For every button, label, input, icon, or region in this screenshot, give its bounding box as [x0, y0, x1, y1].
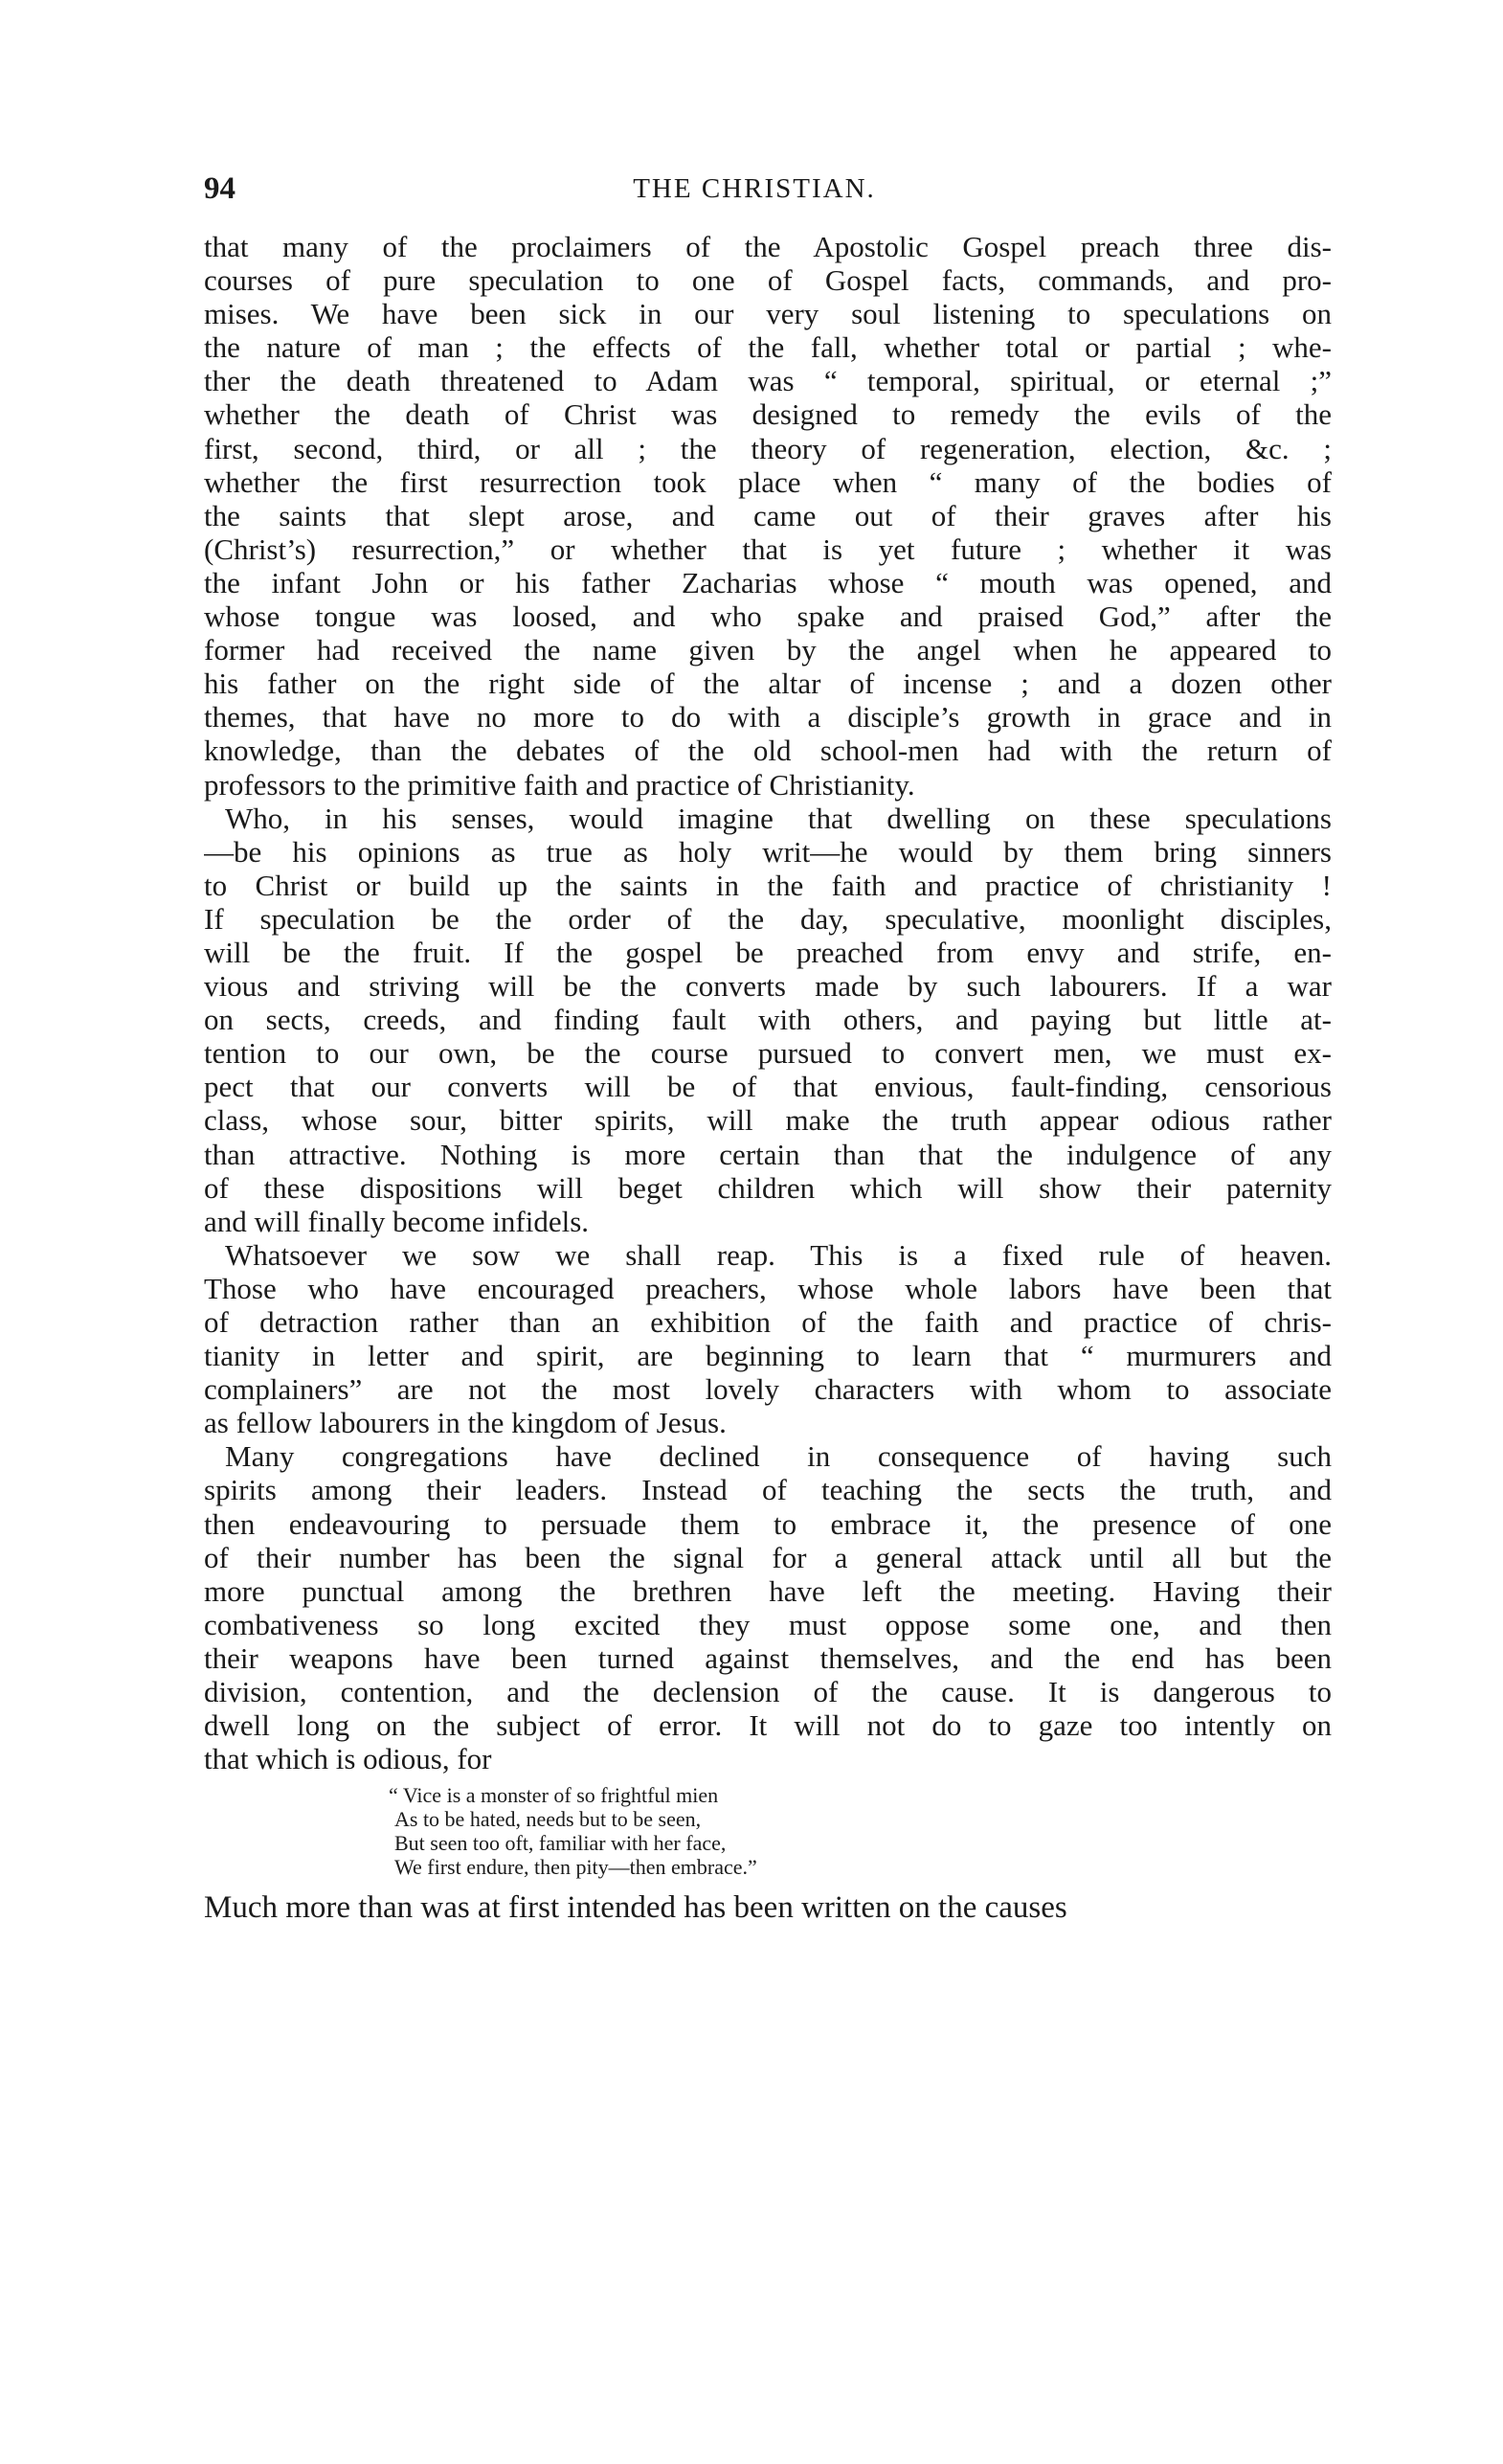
paragraph [204, 802, 1332, 1238]
text-line: to Christ or build up the saints in the faith and practice of christianity ! [204, 868, 1332, 902]
text-line: complainers” are not the most lovely characters with whom to associate [204, 1372, 1332, 1407]
text-line: of detraction rather than an exhibition of the faith and practice of chris- [204, 1305, 1332, 1339]
text-line: tention to our own, be the course pursued to convert men, we must ex- [204, 1036, 1332, 1071]
text-line: If speculation be the order of the day, speculative, moonlight disciples, [204, 901, 1332, 936]
text-line: (Christ’s) resurrection,” or whether that is yet future ; whether it was [204, 531, 1332, 566]
text-line: themes, that have no more to do with a disciple’s growth in grace and in [204, 700, 1332, 735]
text-line: ther the death threatened to Adam was “ temporal, spiritual, or eternal ;” [204, 364, 1332, 398]
text-line: on sects, creeds, and finding fault with others, and paying but little at- [204, 1003, 1332, 1037]
text-line: that many of the proclaimers of the Apostolic Gospel preach three dis- [204, 230, 1332, 263]
text-line: as fellow labourers in the kingdom of Jesus. [204, 1406, 727, 1440]
text-line: dwell long on the subject of error. It will not do to gaze too intently on [204, 1708, 1332, 1743]
text-line: division, contention, and the declension of the cause. It is dangerous to [204, 1675, 1332, 1709]
paragraph [204, 1439, 1332, 1775]
text-line: the nature of man ; the effects of the fall, whether total or partial ; whe- [204, 330, 1332, 365]
text-line: that which is odious, for [204, 1742, 492, 1776]
text-line: will be the fruit. If the gospel be preached from envy and strife, en- [204, 935, 1332, 969]
verse-line: But seen too oft, familiar with her face, [394, 1831, 727, 1856]
text-line: first, second, third, or all ; the theory of regeneration, election, &c. ; [204, 431, 1332, 465]
verse-line: We first endure, then pity—then embrace.” [394, 1855, 757, 1880]
text-line: class, whose sour, bitter spirits, will make the truth appear odious rather [204, 1103, 1332, 1138]
text-line: tianity in letter and spirit, are beginning to learn that “ murmurers and [204, 1339, 1332, 1373]
text-line: his father on the right side of the altar of incense ; and a dozen other [204, 667, 1332, 701]
text-line: the infant John or his father Zacharias whose “ mouth was opened, and [204, 565, 1332, 599]
text-line: Many congregations have declined in consequence of having such [225, 1439, 1332, 1474]
page-number: 94 [204, 171, 236, 206]
text-line: professors to the primitive faith and practice of Christianity. [204, 767, 915, 802]
text-line: whose tongue was loosed, and who spake and praised God,” after the [204, 599, 1332, 634]
text-line: combativeness so long excited they must oppose some one, and then [204, 1607, 1332, 1641]
page-header [204, 165, 1305, 213]
text-line: Whatsoever we sow we shall reap. This is a fixed rule of heaven. [225, 1237, 1332, 1272]
text-line: pect that our converts will be of that envious, fault-finding, censorious [204, 1070, 1332, 1104]
page-body [204, 230, 1332, 1931]
paragraph [204, 1238, 1332, 1440]
text-line: mises. We have been sick in our very soul listening to speculations on [204, 297, 1332, 331]
text-line: courses of pure speculation to one of Gospel facts, commands, and pro- [204, 263, 1332, 298]
text-line: the saints that slept arose, and came out of their graves after his [204, 498, 1332, 532]
text-line: Who, in his senses, would imagine that dwelling on these speculations [225, 801, 1332, 835]
running-title: THE CHRISTIAN. [633, 173, 876, 204]
text-line: former had received the name given by the angel when he appeared to [204, 633, 1332, 667]
text-line: more punctual among the brethren have left the meeting. Having their [204, 1573, 1332, 1608]
text-line: vious and striving will be the converts made by such labourers. If a war [204, 969, 1332, 1004]
text-line: whether the first resurrection took place when “ many of the bodies of [204, 464, 1332, 499]
text-line: than attractive. Nothing is more certain than that the indulgence of any [204, 1137, 1332, 1171]
text-line: of their number has been the signal for a general attack until all but the [204, 1540, 1332, 1574]
verse-quotation [204, 1775, 1332, 1888]
text-line: then endeavouring to persuade them to embrace it, the presence of one [204, 1506, 1332, 1541]
text-line: of these dispositions will beget children which will show their paternity [204, 1170, 1332, 1205]
text-line: their weapons have been turned against themselves, and the end has been [204, 1640, 1332, 1675]
text-line: whether the death of Christ was designed to remedy the evils of the [204, 397, 1332, 432]
text-line: and will finally become infidels. [204, 1204, 590, 1238]
text-line: knowledge, than the debates of the old school-men had with the return of [204, 734, 1332, 768]
verse-line: “ Vice is a monster of so frightful mien [389, 1783, 719, 1808]
verse-line: As to be hated, needs but to be seen, [394, 1807, 702, 1832]
text-line: —be his opinions as true as holy writ—he would by them bring sinners [204, 834, 1332, 869]
text-line: spirits among their leaders. Instead of teaching the sects the truth, and [204, 1473, 1332, 1507]
text-line: Those who have encouraged preachers, whose whole labors have been that [204, 1271, 1332, 1305]
paragraph [204, 230, 1332, 802]
final-line: Much more than was at first intended has been written on the causes [204, 1890, 1067, 1926]
